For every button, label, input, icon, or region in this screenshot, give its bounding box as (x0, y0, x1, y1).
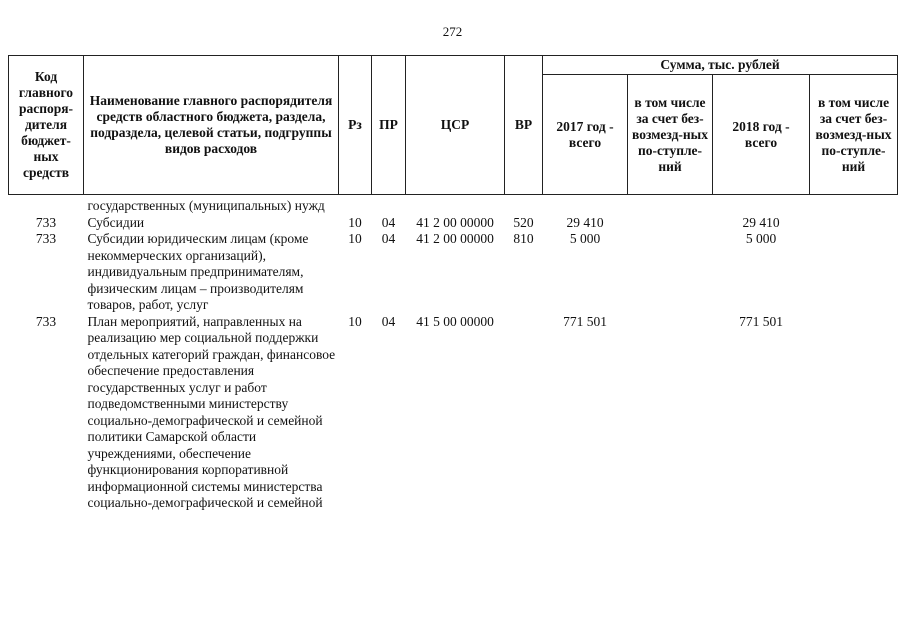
cell-csr: 41 5 00 00000 (416, 313, 494, 329)
table-row (9, 215, 898, 232)
cell-name: государственных (муниципальных) нужд (87, 198, 325, 213)
header-csr: ЦСР (406, 56, 505, 195)
table-row (9, 231, 898, 314)
cell-pr: 04 (381, 214, 396, 230)
cell-csr: 41 2 00 00000 (416, 214, 494, 230)
cell-2018-total: 771 501 (739, 313, 783, 329)
cell-2017-total: 29 410 (566, 214, 604, 230)
cell-2018-free (810, 195, 898, 215)
cell-name: Субсидии (87, 214, 145, 230)
cell-rz (339, 195, 372, 215)
cell-code (9, 195, 84, 215)
cell-2018-free (810, 215, 898, 232)
cell-name: Субсидии юридическим лицам (кроме некоммерческих организаций), индивидуальным предпринимателям, физическим лицам – производителям товаров, работ, услуг (87, 231, 309, 312)
cell-2017-total: 5 000 (569, 231, 601, 246)
cell-name: План мероприятий, направленных на реализацию мер социальной поддержки отдельных категорий граждан, финансовое обеспечение предоставления государственных услуг и работ подведомственными министерству социально-демографической и семейной политики Самарской области учреждениями, обеспечение функционирования корпоративной информационной системы министерства социально-демографической и семейной (87, 313, 336, 510)
header-sum: Сумма, тыс. рублей (543, 56, 898, 75)
header-code: Код главного распоря-дителя бюджет-ных средств (9, 56, 84, 195)
header-2017-free: в том числе за счет без-возмезд-ных по-ступле-ний (628, 75, 713, 195)
table-row (9, 195, 898, 215)
cell-2017-free (628, 314, 713, 512)
cell-2018-free (810, 314, 898, 512)
cell-csr (406, 195, 505, 215)
cell-vr (505, 314, 543, 512)
table-row (9, 314, 898, 512)
header-2018-free: в том числе за счет без-возмезд-ных по-ступле-ний (810, 75, 898, 195)
cell-pr (372, 195, 406, 215)
cell-code: 733 (35, 214, 57, 230)
cell-code: 733 (35, 313, 57, 329)
header-2018-total: 2018 год - всего (713, 75, 810, 195)
cell-2017-free (628, 231, 713, 314)
header-name: Наименование главного распорядителя средств областного бюджета, раздела, подраздела, целевой статьи, подгруппы видов расходов (84, 56, 339, 195)
cell-2018-total (713, 195, 810, 215)
cell-2018-total: 5 000 (745, 231, 777, 246)
cell-2017-total: 771 501 (563, 313, 607, 329)
cell-vr (505, 195, 543, 215)
header-2017-total: 2017 год - всего (543, 75, 628, 195)
cell-code: 733 (35, 231, 57, 246)
cell-pr: 04 (381, 313, 396, 329)
header-pr: ПР (372, 56, 406, 195)
cell-rz: 10 (348, 214, 362, 230)
cell-csr: 41 2 00 00000 (416, 231, 494, 246)
table-body (9, 195, 898, 512)
header-rz: Рз (339, 56, 372, 195)
budget-table (8, 55, 898, 512)
cell-vr: 520 (513, 214, 534, 230)
cell-2018-free (810, 231, 898, 314)
page-number: 272 (442, 24, 463, 39)
table-header (9, 56, 898, 195)
cell-2017-free (628, 215, 713, 232)
cell-rz: 10 (348, 313, 362, 329)
cell-2017-total (543, 195, 628, 215)
cell-2018-total: 29 410 (742, 214, 780, 230)
cell-rz: 10 (348, 231, 362, 246)
cell-pr: 04 (381, 231, 396, 246)
cell-vr: 810 (513, 231, 534, 246)
cell-2017-free (628, 195, 713, 215)
header-vr: ВР (505, 56, 543, 195)
